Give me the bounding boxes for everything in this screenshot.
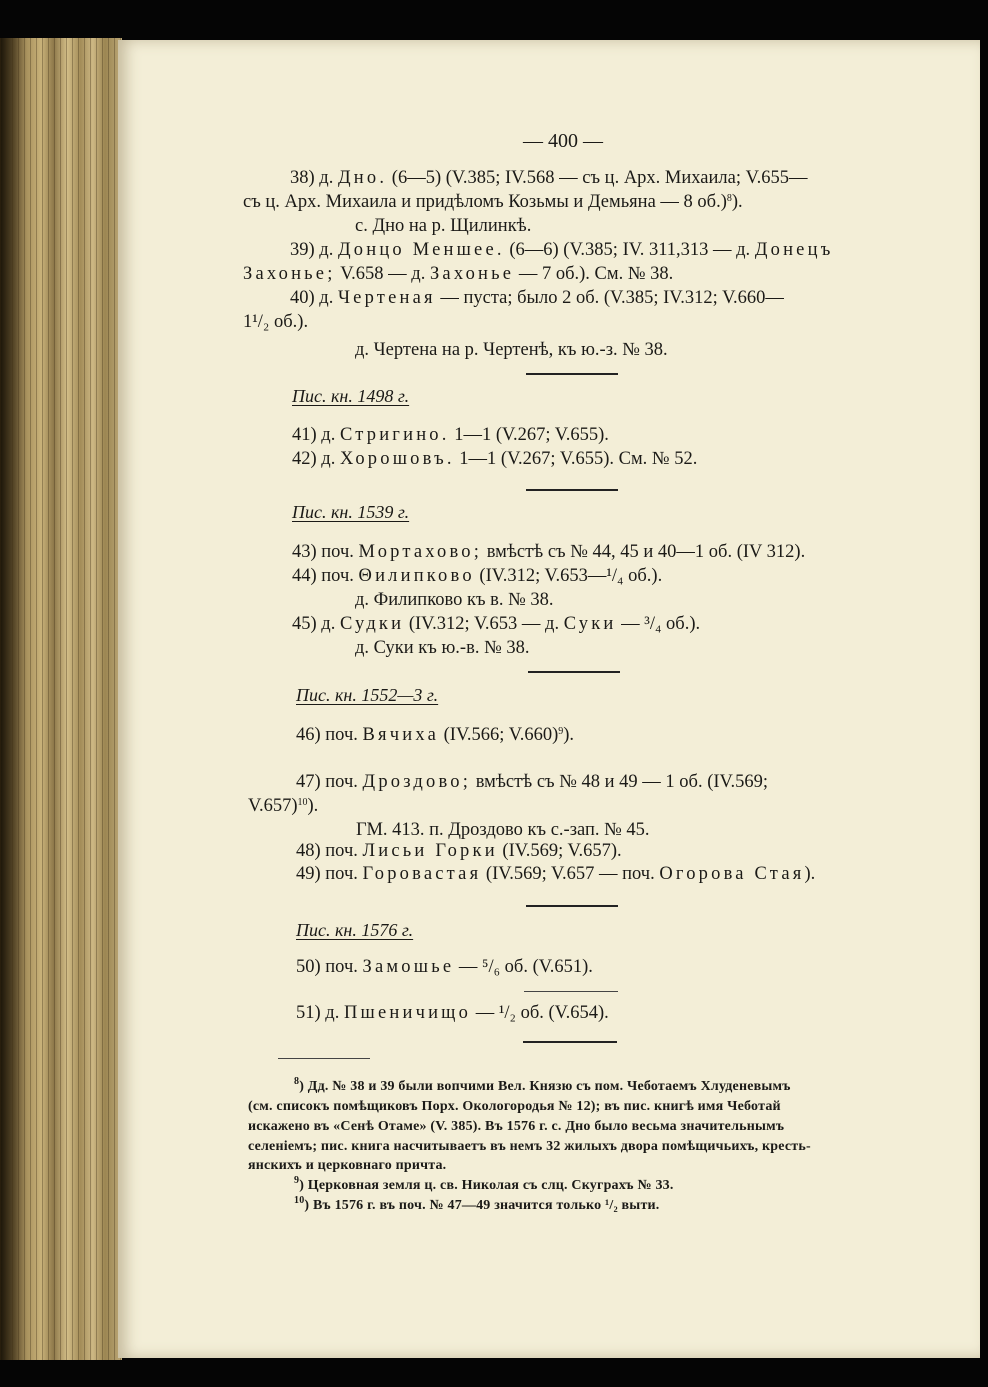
footnote-8-line4: селеніемъ; пис. книга насчитываетъ въ немъ 32 жилыхъ двора помѣщичьихъ, кресть-: [248, 1139, 811, 1154]
page-number: — 400 —: [523, 130, 603, 152]
footnote-8-line2: (см. списокъ помѣщиковъ Порх. Окологородья № 12); въ пис. книгѣ имя Чеботай: [248, 1099, 781, 1114]
section-header-1498: Пис. кн. 1498 г.: [292, 386, 410, 406]
entry-48: 48) поч. Лисьи Горки (IV.569; V.657).: [296, 841, 622, 861]
section-header-1552: Пис. кн. 1552—3 г.: [296, 685, 439, 705]
entry-39-line2: Захонье; V.658 — д. Захонье — 7 об.). См. № 38.: [243, 264, 674, 284]
footnote-8-line5: янскихъ и церковнаго причта.: [248, 1158, 447, 1173]
footnote-8-line3: искажено въ «Сенѣ Отаме» (V. 385). Въ 1576 г. с. Дно было весьма значительнымъ: [248, 1119, 785, 1134]
entry-47-line2: V.657)$^{10}$).: [248, 796, 319, 816]
entry-45: 45) д. Судки (IV.312; V.653 — д. Суки — ³/₄ об.).: [292, 614, 701, 634]
entry-46: 46) поч. Вячиха (IV.566; V.660)$^9$).: [296, 725, 575, 745]
entry-38-line1: 38) д. Дно. (6—5) (V.385; IV.568 — съ ц. Арх. Михаила; V.655—: [290, 168, 808, 188]
book-page: [118, 40, 980, 1358]
section-divider: [526, 905, 618, 907]
entry-40-location: д. Чертена на р. Чертенѣ, къ ю.-з. № 38.: [355, 340, 668, 360]
section-divider: [526, 373, 618, 375]
entry-43: 43) поч. Мортахово; вмѣстѣ съ № 44, 45 и 40—1 об. (IV 312).: [292, 542, 806, 562]
entry-44: 44) поч. Θилипково (IV.312; V.653—¹/₄ об.).: [292, 566, 663, 586]
entry-38-location: с. Дно на р. Щилинкѣ.: [355, 216, 532, 236]
entry-44-location: д. Филипково къ в. № 38.: [355, 590, 554, 610]
entry-45-location: д. Суки къ ю.-в. № 38.: [355, 638, 530, 658]
entry-38-line2: съ ц. Арх. Михаила и придѣломъ Козьмы и Демьяна — 8 об.)$^8$).: [243, 192, 743, 212]
entry-41: 41) д. Стригино. 1—1 (V.267; V.655).: [292, 425, 609, 445]
footnote-separator: [278, 1058, 370, 1059]
section-divider: [526, 489, 618, 491]
section-divider: [528, 671, 620, 673]
entry-39-line1: 39) д. Донцо Меншее. (6—6) (V.385; IV. 311,313 — д. Донецъ: [290, 240, 834, 260]
section-divider: [523, 1041, 617, 1043]
entry-divider: [524, 991, 618, 992]
footnote-9: $^9$) Церковная земля ц. св. Николая съ слц. Скуграхъ № 33.: [294, 1175, 674, 1193]
book-page-edges: [0, 38, 122, 1360]
section-header-1539: Пис. кн. 1539 г.: [292, 502, 410, 522]
footnote-10: $^{10}$) Въ 1576 г. въ поч. № 47—49 значится только ¹/₂ выти.: [294, 1195, 660, 1213]
entry-47-location: ГМ. 413. п. Дроздово къ с.-зап. № 45.: [356, 820, 650, 840]
entry-47-line1: 47) поч. Дроздово; вмѣстѣ съ № 48 и 49 — 1 об. (IV.569;: [296, 772, 769, 792]
entry-42: 42) д. Хорошовъ. 1—1 (V.267; V.655). См. № 52.: [292, 449, 698, 469]
entry-40-line1: 40) д. Чертеная — пуста; было 2 об. (V.385; IV.312; V.660—: [290, 288, 784, 308]
entry-49: 49) поч. Горовастая (IV.569; V.657 — поч. Огорова Стая).: [296, 864, 816, 884]
footnote-8-line1: $^8$) Дд. № 38 и 39 были вопчими Вел. Князю съ пом. Чеботаемъ Хлуденевымъ: [294, 1076, 791, 1094]
entry-40-line2: 1¹/₂ об.).: [243, 312, 309, 332]
entry-50: 50) поч. Замошье — ⁵/₆ об. (V.651).: [296, 957, 593, 977]
section-header-1576: Пис. кн. 1576 г.: [296, 920, 414, 940]
entry-51: 51) д. Пшеничищо — ¹/₂ об. (V.654).: [296, 1003, 609, 1023]
